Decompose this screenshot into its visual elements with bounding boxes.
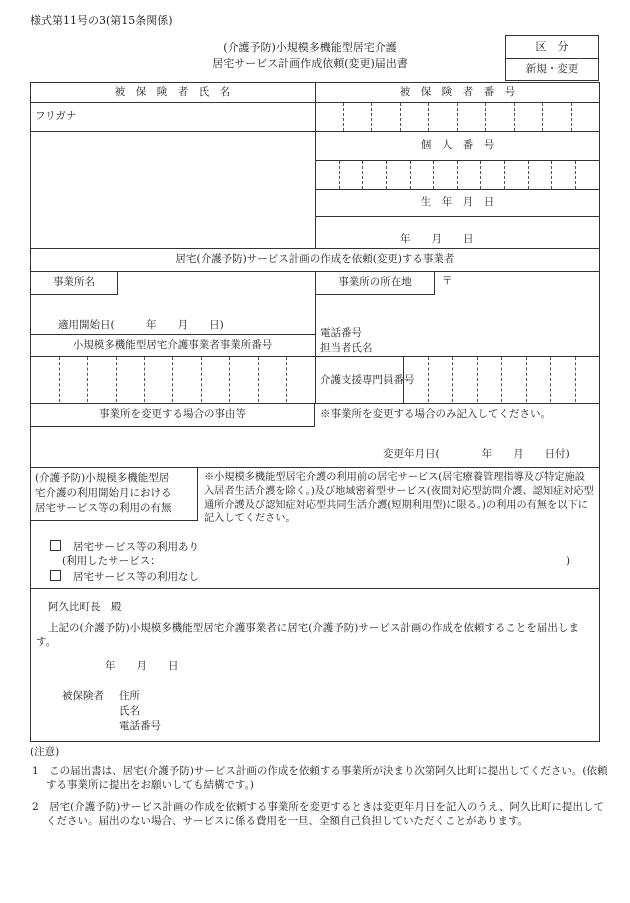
office-number-label: 小規模多機能型居宅介護事業者事業所番号 (72, 339, 273, 351)
notes-item2: 2 居宅(介護予防)サービス計画の作成を依頼する事業所を変更するときは変更年月日を記入のうえ、阿久比町に提出してください。届出のない場合、サービスに係る費用を一旦、全額自己負担していただくことがあります。 (32, 801, 605, 828)
birthdate-value[interactable]: 年 月 日 (400, 233, 474, 245)
checkbox-no[interactable] (50, 570, 61, 581)
option-yes-row[interactable] (50, 540, 199, 554)
insured-number-header: 被 保 険 者 番 号 (399, 86, 516, 98)
category-label: 区 分 (535, 40, 569, 53)
insured-label: 被保険者 (62, 690, 104, 702)
phone-contact-input[interactable] (385, 325, 598, 355)
office-address-label: 事業所の所在地 (338, 276, 412, 288)
used-service-input[interactable] (180, 553, 560, 568)
notes-item1: 1 この届出書は、居宅(介護予防)サービス計画の作成を依頼する事業所が決まり次第阿久比町に提出してください。(依頼する事業所に提出をお願いしても結構です。) (32, 765, 608, 792)
declaration-phone-label: 電話番号 (119, 720, 161, 732)
form-title-line2: 居宅サービス計画作成依頼(変更)届出書 (212, 57, 408, 70)
furigana-label: フリガナ (35, 110, 77, 122)
option-no-label: 居宅サービス等の利用なし (73, 571, 199, 583)
checkbox-yes[interactable] (50, 540, 61, 551)
postal-mark: 〒 (442, 275, 453, 287)
declaration-body: 上記の(介護予防)小規模多機能型居宅介護事業者に居宅(介護予防)サービス計画の作成を依頼することを届出します。 (36, 622, 579, 649)
used-service-close: ) (566, 555, 571, 567)
change-note: ※事業所を変更する場合のみ記入してください。 (320, 408, 551, 420)
contact-label: 担当者氏名 (320, 342, 373, 354)
form-number: 様式第11号の3(第15条関係) (30, 14, 173, 27)
form-title-line1: (介護予防)小規模多機能型居宅介護 (223, 41, 397, 54)
notes-heading: (注意) (30, 746, 60, 758)
usage-label-line1: (介護予防)小規模多機能型居 (35, 472, 170, 484)
addressee: 阿久比町長 殿 (48, 601, 122, 613)
used-service-label: (利用したサービス： (62, 555, 161, 567)
change-reason-label: 事業所を変更する場合の事由等 (99, 408, 246, 420)
usage-label-line3: 居宅サービス等の利用の有無 (35, 502, 172, 514)
furigana-input[interactable] (95, 104, 310, 130)
option-yes-label: 居宅サービス等の利用あり (73, 541, 199, 553)
change-reason-input[interactable] (32, 430, 598, 446)
address-label: 住所 (119, 690, 140, 702)
insured-name-header: 被 保 険 者 氏 名 (114, 86, 231, 98)
usage-label-line2: 宅介護の利用開始月における (35, 487, 172, 499)
option-no-row[interactable] (50, 570, 199, 584)
birthdate-header: 生 年 月 日 (420, 196, 495, 208)
declaration-date[interactable]: 年 月 日 (105, 660, 179, 672)
office-address-input[interactable] (455, 272, 598, 332)
change-date[interactable]: 変更年月日( 年 月 日付) (383, 448, 570, 460)
usage-note: ※小規模多機能型居宅介護の利用前の居宅サービス(居宅療養管理指導及び特定施設入居者生活介護を除く。)及び地域密着型サービス(夜間対応型訪問介護、認知症対応型通所介護及び認知症対応型共同生活介護(短期利用型)に限る。)の利用の有無を以下に記入してください。 (204, 472, 594, 525)
provider-section-title: 居宅(介護予防)サービス計画の作成を依頼(変更)する事業者 (175, 253, 455, 265)
declaration-contact-input[interactable] (170, 688, 590, 734)
start-date-label[interactable]: 適用開始日( 年 月 日) (58, 319, 224, 331)
care-manager-number-label: 介護支援専門員番号 (320, 374, 415, 386)
category-value[interactable]: 新規・変更 (525, 63, 579, 75)
office-name-input[interactable] (120, 272, 313, 294)
personal-number-header: 個 人 番 号 (420, 139, 495, 151)
name-label: 氏名 (119, 705, 140, 717)
insured-name-input[interactable] (32, 134, 313, 246)
office-name-label: 事業所名 (53, 276, 95, 288)
phone-label: 電話番号 (320, 327, 362, 339)
